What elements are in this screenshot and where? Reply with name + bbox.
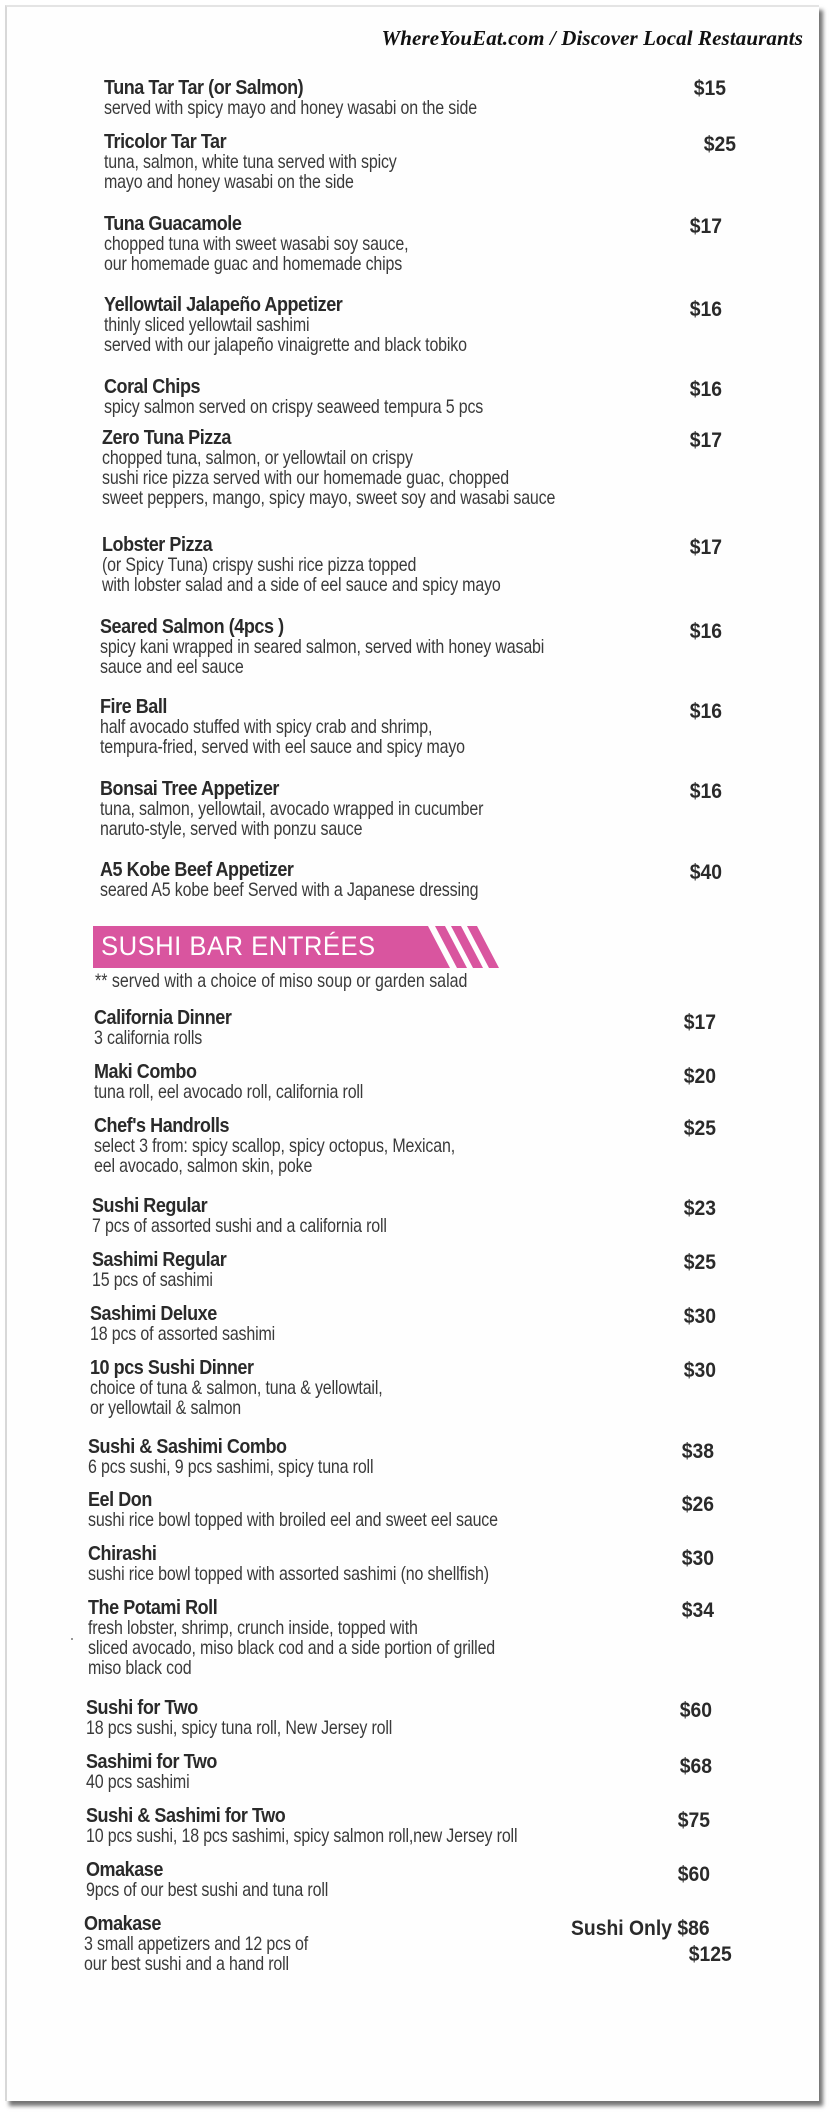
menu-item [100, 860, 723, 900]
item-price: $23 [683, 1197, 717, 1220]
item-description [86, 1772, 87, 1792]
menu-item [88, 1490, 715, 1530]
item-price: $20 [683, 1065, 717, 1088]
item-name [94, 1008, 95, 1028]
item-description [102, 468, 103, 488]
menu-item [104, 132, 737, 192]
item-name [94, 1062, 95, 1082]
item-description [94, 1136, 95, 1156]
menu-item [90, 1358, 717, 1418]
menu-item [104, 295, 723, 355]
item-description [104, 152, 105, 172]
item-name [88, 1544, 89, 1564]
site-header-title: WhereYouEat.com / Discover Local Restaurants [381, 26, 803, 50]
item-description [104, 172, 105, 192]
item-price: $17 [689, 215, 723, 238]
item-price: $30 [681, 1547, 715, 1570]
item-description [88, 1658, 89, 1678]
item-description [104, 98, 105, 118]
item-description [90, 1324, 91, 1344]
item-name [104, 132, 105, 152]
item-price: $60 [679, 1699, 713, 1722]
item-description [100, 717, 101, 737]
item-name [104, 214, 105, 234]
menu-item [104, 214, 723, 274]
item-name [86, 1698, 87, 1718]
item-description [100, 880, 101, 900]
menu-item [88, 1437, 715, 1477]
item-name [100, 697, 101, 717]
menu-item [100, 697, 723, 757]
item-name [100, 779, 101, 799]
item-name [88, 1490, 89, 1510]
print-speck [71, 1638, 73, 1640]
item-name [100, 617, 101, 637]
menu-item [92, 1250, 717, 1290]
menu-item [86, 1698, 713, 1738]
item-price: $40 [689, 861, 723, 884]
menu-item [94, 1062, 717, 1102]
menu-item [104, 377, 723, 417]
menu-item [86, 1806, 711, 1846]
menu-item [90, 1304, 717, 1344]
item-description [84, 1934, 85, 1954]
item-description [104, 234, 105, 254]
item-price: $34 [681, 1599, 715, 1622]
item-price: $25 [683, 1251, 717, 1274]
item-price: $17 [683, 1011, 717, 1034]
item-name [102, 535, 103, 555]
item-description [94, 1082, 95, 1102]
item-description [88, 1457, 89, 1477]
menu-item [86, 1752, 713, 1792]
item-description [86, 1826, 87, 1846]
item-price: Sushi Only $86 [571, 1917, 710, 1940]
item-description [102, 575, 103, 595]
item-price: $25 [683, 1117, 717, 1140]
item-price: $17 [689, 429, 723, 452]
item-price: $68 [679, 1755, 713, 1778]
menu-item [104, 77, 727, 118]
item-name [90, 1304, 91, 1324]
menu-item [86, 1860, 711, 1900]
item-name [92, 1250, 93, 1270]
menu-item [94, 1008, 717, 1048]
item-description [88, 1638, 89, 1658]
menu-item [92, 1196, 717, 1236]
item-description [84, 1954, 85, 1974]
item-price: $16 [689, 700, 723, 723]
menu-item [88, 1544, 715, 1584]
item-price: $17 [689, 536, 723, 559]
item-description [100, 819, 101, 839]
item-description [86, 1880, 87, 1900]
menu-item [84, 1914, 732, 1974]
menu-item [102, 535, 723, 595]
item-price-secondary: $125 [688, 1943, 732, 1966]
item-price: $16 [689, 780, 723, 803]
menu-item [94, 1116, 717, 1176]
item-name [86, 1806, 87, 1826]
item-description [92, 1216, 93, 1236]
item-name [86, 1860, 87, 1880]
menu-item [100, 779, 723, 839]
item-price: $75 [677, 1809, 711, 1832]
item-description [102, 448, 103, 468]
item-description [86, 1718, 87, 1738]
item-name [84, 1914, 85, 1934]
item-description [100, 637, 101, 657]
item-description [94, 1028, 95, 1048]
item-description [88, 1618, 89, 1638]
item-description [90, 1398, 91, 1418]
item-price: $16 [689, 378, 723, 401]
item-price: $25 [703, 133, 737, 156]
item-description [100, 799, 101, 819]
sushi-bar-entrees-banner [93, 924, 513, 970]
item-description [94, 1156, 95, 1176]
item-description [90, 1378, 91, 1398]
item-price: $26 [681, 1493, 715, 1516]
item-description [100, 657, 101, 677]
item-description [88, 1564, 89, 1584]
item-description [88, 1510, 89, 1530]
item-name [104, 377, 105, 397]
item-price: $16 [689, 620, 723, 643]
section-title: SUSHI BAR ENTRÉES [101, 931, 376, 961]
item-name [100, 860, 101, 880]
item-price: $16 [689, 298, 723, 321]
item-price: $30 [683, 1305, 717, 1328]
item-description [104, 397, 105, 417]
item-description [104, 315, 105, 335]
item-description [104, 254, 105, 274]
item-price: $60 [677, 1863, 711, 1886]
item-name [88, 1437, 89, 1457]
item-name [94, 1116, 95, 1136]
section-note: ** served with a choice of miso soup or garden salad [95, 970, 468, 992]
item-description [100, 737, 101, 757]
item-name [86, 1752, 87, 1772]
item-name [102, 428, 103, 448]
item-name [104, 78, 105, 98]
menu-item [102, 428, 723, 508]
item-description [92, 1270, 93, 1290]
menu-item [88, 1598, 715, 1678]
item-description [104, 335, 105, 355]
item-name [92, 1196, 93, 1216]
item-name [90, 1358, 91, 1378]
item-description [102, 555, 103, 575]
item-price: $30 [683, 1359, 717, 1382]
item-price: $15 [693, 77, 727, 100]
item-price: $38 [681, 1440, 715, 1463]
item-name [104, 295, 105, 315]
item-name [88, 1598, 89, 1618]
menu-item [100, 617, 723, 677]
item-description [102, 488, 103, 508]
